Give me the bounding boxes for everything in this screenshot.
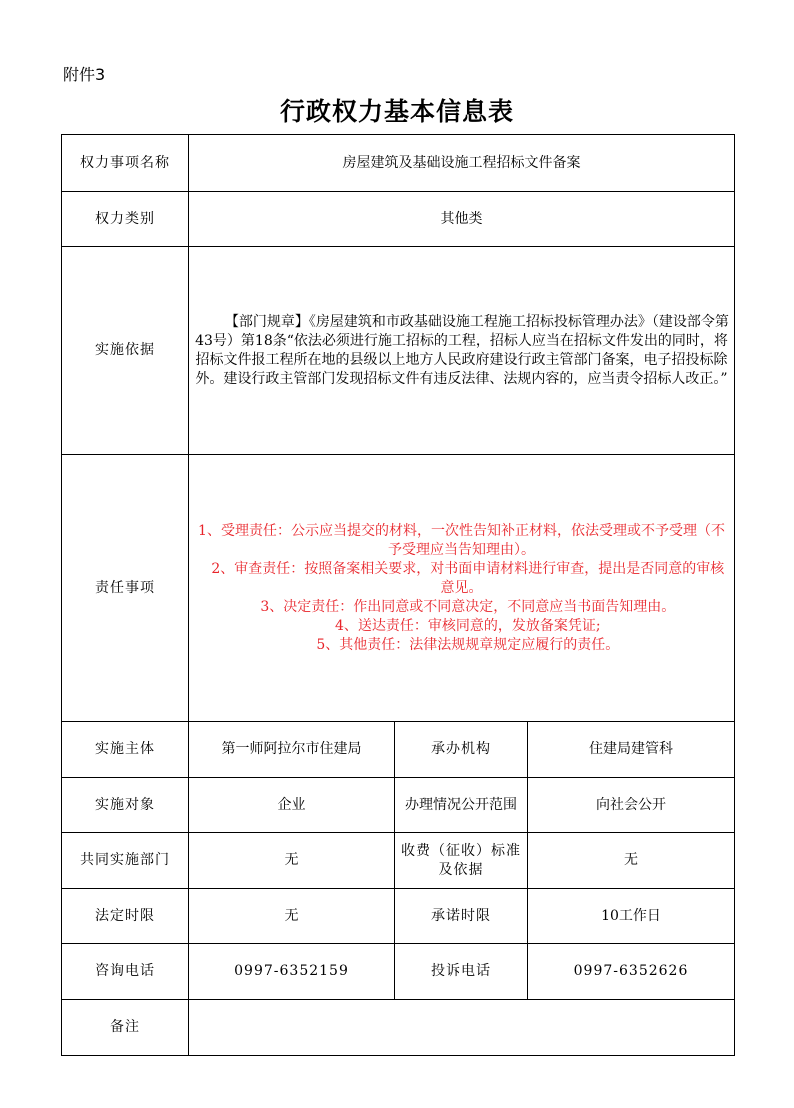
table-row bbox=[62, 889, 735, 944]
target-label: 实施对象 bbox=[62, 778, 189, 833]
complaint-phone-value: 0997-6352626 bbox=[528, 944, 735, 1000]
handling-agency-value: 住建局建管科 bbox=[528, 722, 735, 778]
consult-phone-label: 咨询电话 bbox=[62, 944, 189, 1000]
remarks-label: 备注 bbox=[62, 1000, 189, 1056]
table-row bbox=[62, 778, 735, 833]
fee-standard-value: 无 bbox=[528, 833, 735, 889]
responsibilities-label: 责任事项 bbox=[62, 455, 189, 722]
promised-time-value: 10工作日 bbox=[528, 889, 735, 944]
promised-time-label: 承诺时限 bbox=[395, 889, 528, 944]
table-row bbox=[62, 455, 735, 722]
responsibility-item: 2、审查责任：按照备案相关要求，对书面申请材料进行审查，提出是否同意的审核意见。 bbox=[211, 560, 725, 596]
complaint-phone-label: 投诉电话 bbox=[395, 944, 528, 1000]
table-row bbox=[62, 192, 735, 247]
table-row bbox=[62, 833, 735, 889]
responsibility-item: 3、决定责任：作出同意或不同意决定，不同意应当书面告知理由。 bbox=[260, 598, 676, 615]
responsibility-item: 4、送达责任：审核同意的，发放备案凭证; bbox=[334, 617, 601, 634]
handling-agency-label: 承办机构 bbox=[395, 722, 528, 778]
attachment-number: 附件3 bbox=[63, 65, 106, 84]
power-category-value: 其他类 bbox=[189, 192, 735, 247]
joint-dept-label: 共同实施部门 bbox=[62, 833, 189, 889]
remarks-value bbox=[189, 1000, 735, 1056]
table-row bbox=[62, 1000, 735, 1056]
power-category-label: 权力类别 bbox=[62, 192, 189, 247]
legal-basis-label: 实施依据 bbox=[62, 247, 189, 455]
table-row bbox=[62, 135, 735, 192]
table-row bbox=[62, 247, 735, 455]
disclosure-scope-label: 办理情况公开范围 bbox=[395, 778, 528, 833]
fee-standard-label: 收费（征收）标准及依据 bbox=[395, 833, 528, 889]
implementing-body-value: 第一师阿拉尔市住建局 bbox=[189, 722, 395, 778]
power-name-value: 房屋建筑及基础设施工程招标文件备案 bbox=[189, 135, 735, 192]
disclosure-scope-value: 向社会公开 bbox=[528, 778, 735, 833]
target-value: 企业 bbox=[189, 778, 395, 833]
legal-time-label: 法定时限 bbox=[62, 889, 189, 944]
consult-phone-value: 0997-6352159 bbox=[189, 944, 395, 1000]
power-name-label: 权力事项名称 bbox=[62, 135, 189, 192]
table-row bbox=[62, 944, 735, 1000]
responsibility-item: 5、其他责任：法律法规规章规定应履行的责任。 bbox=[316, 636, 620, 653]
table-row bbox=[62, 722, 735, 778]
page-title: 行政权力基本信息表 bbox=[279, 97, 514, 126]
info-table bbox=[61, 134, 735, 1056]
legal-time-value: 无 bbox=[189, 889, 395, 944]
responsibility-item: 1、受理责任：公示应当提交的材料，一次性告知补正材料，依法受理或不予受理（不予受理应当告知理由）。 bbox=[198, 522, 725, 558]
joint-dept-value: 无 bbox=[189, 833, 395, 889]
implementing-body-label: 实施主体 bbox=[62, 722, 189, 778]
legal-basis-text: 【部门规章】《房屋建筑和市政基础设施工程施工招标投标管理办法》（建设部令第43号）第18条“依法必须进行施工招标的工程，招标人应当在招标文件发出的同时，将招标文件报工程所在地的县级以上地方人民政府建设行政主管部门备案，电子招投标除外。建设行政主管部门发现招标文件有违反法律、法规内容的，应当责令招标人改正。” bbox=[189, 247, 735, 455]
responsibilities-cell bbox=[189, 455, 735, 722]
